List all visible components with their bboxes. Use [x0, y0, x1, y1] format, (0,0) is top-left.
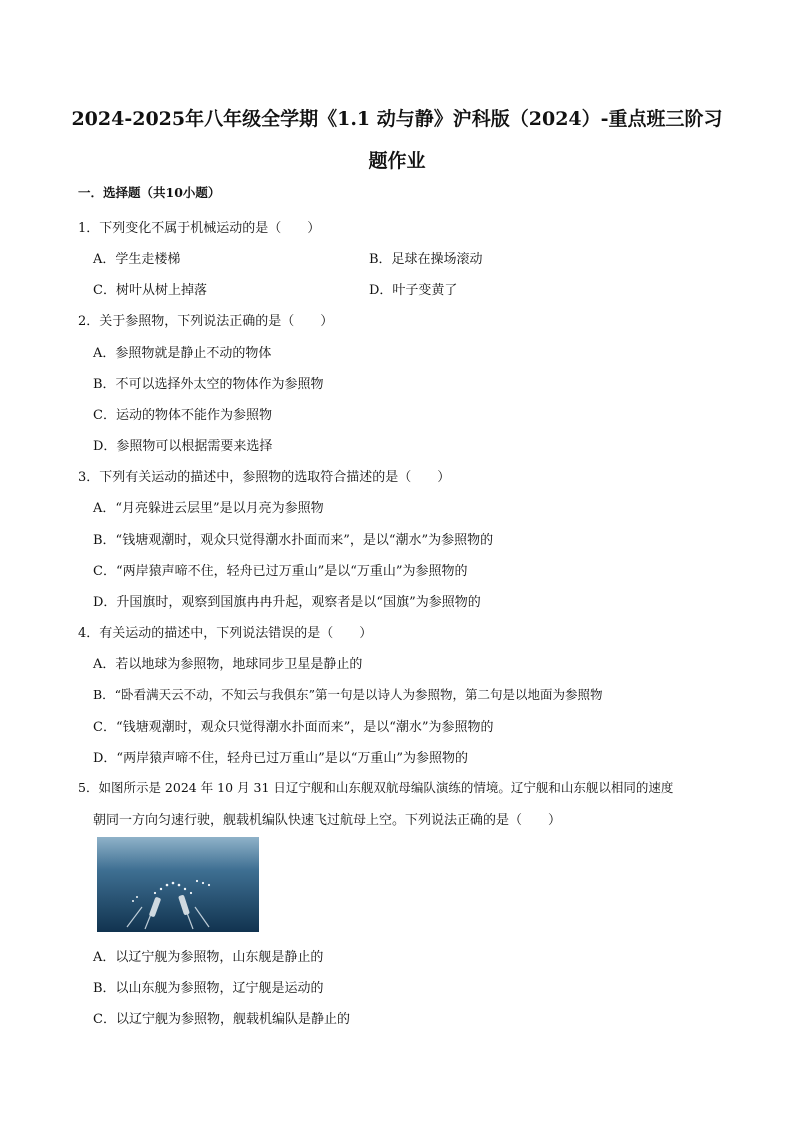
page-title: [60, 98, 734, 182]
question-2-option-b: B．不可以选择外太空的物体作为参照物: [93, 377, 324, 392]
question-1-stem: 1．下列变化不属于机械运动的是（ ）: [78, 221, 321, 236]
question-4-option-c: C．“钱塘观潮时，观众只觉得潮水扑面而来”，是以“潮水”为参照物的: [93, 720, 494, 735]
question-4-option-a: A．若以地球为参照物，地球同步卫星是静止的: [93, 657, 363, 672]
question-4-option-d: D．“两岸猿声啼不住，轻舟已过万重山”是以“万重山”为参照物的: [93, 751, 469, 766]
question-1-option-c: C．树叶从树上掉落: [93, 283, 207, 298]
question-5-stem-line-1: 5．如图所示是 2024 年 10 月 31 日辽宁舰和山东舰双航母编队演练的情境。辽宁舰和山东舰以相同的速度: [78, 780, 674, 795]
question-4-stem: 4．有关运动的描述中，下列说法错误的是（ ）: [78, 626, 373, 641]
question-5-option-c: C．以辽宁舰为参照物，舰载机编队是静止的: [93, 1012, 350, 1027]
question-2-stem: 2．关于参照物，下列说法正确的是（ ）: [78, 314, 334, 329]
title-line-1: 2024-2025年八年级全学期《1.1 动与静》沪科版（2024）-重点班三阶习: [71, 108, 723, 130]
question-2-option-a: A．参照物就是静止不动的物体: [93, 346, 272, 361]
question-1-option-d: D．叶子变黄了: [369, 283, 458, 298]
question-1-option-b: B．足球在操场滚动: [369, 252, 483, 267]
question-3-option-a: A．“月亮躲进云层里”是以月亮为参照物: [93, 501, 324, 516]
question-4-option-b: B．“卧看满天云不动，不知云与我俱东”第一句是以诗人为参照物，第二句是以地面为参照物: [93, 687, 603, 702]
question-2-option-c: C．运动的物体不能作为参照物: [93, 408, 272, 423]
carrier-formation-photo: [97, 837, 259, 932]
question-5-option-a: A．以辽宁舰为参照物，山东舰是静止的: [93, 950, 324, 965]
question-3-stem: 3．下列有关运动的描述中，参照物的选取符合描述的是（ ）: [78, 470, 451, 485]
question-5-stem-line-2: 朝同一方向匀速行驶，舰载机编队快速飞过航母上空。下列说法正确的是（ ）: [93, 813, 562, 828]
question-5-option-b: B．以山东舰为参照物，辽宁舰是运动的: [93, 981, 324, 996]
question-2-option-d: D．参照物可以根据需要来选择: [93, 439, 273, 454]
question-3-option-d: D．升国旗时，观察到国旗冉冉升起，观察者是以“国旗”为参照物的: [93, 595, 481, 610]
question-1-option-a: A．学生走楼梯: [93, 252, 181, 267]
question-3-option-c: C．“两岸猿声啼不住，轻舟已过万重山”是以“万重山”为参照物的: [93, 564, 468, 579]
title-line-2: 题作业: [368, 150, 426, 172]
section-heading: 一．选择题（共10小题）: [78, 185, 221, 200]
question-3-option-b: B．“钱塘观潮时，观众只觉得潮水扑面而来”，是以“潮水”为参照物的: [93, 533, 494, 548]
